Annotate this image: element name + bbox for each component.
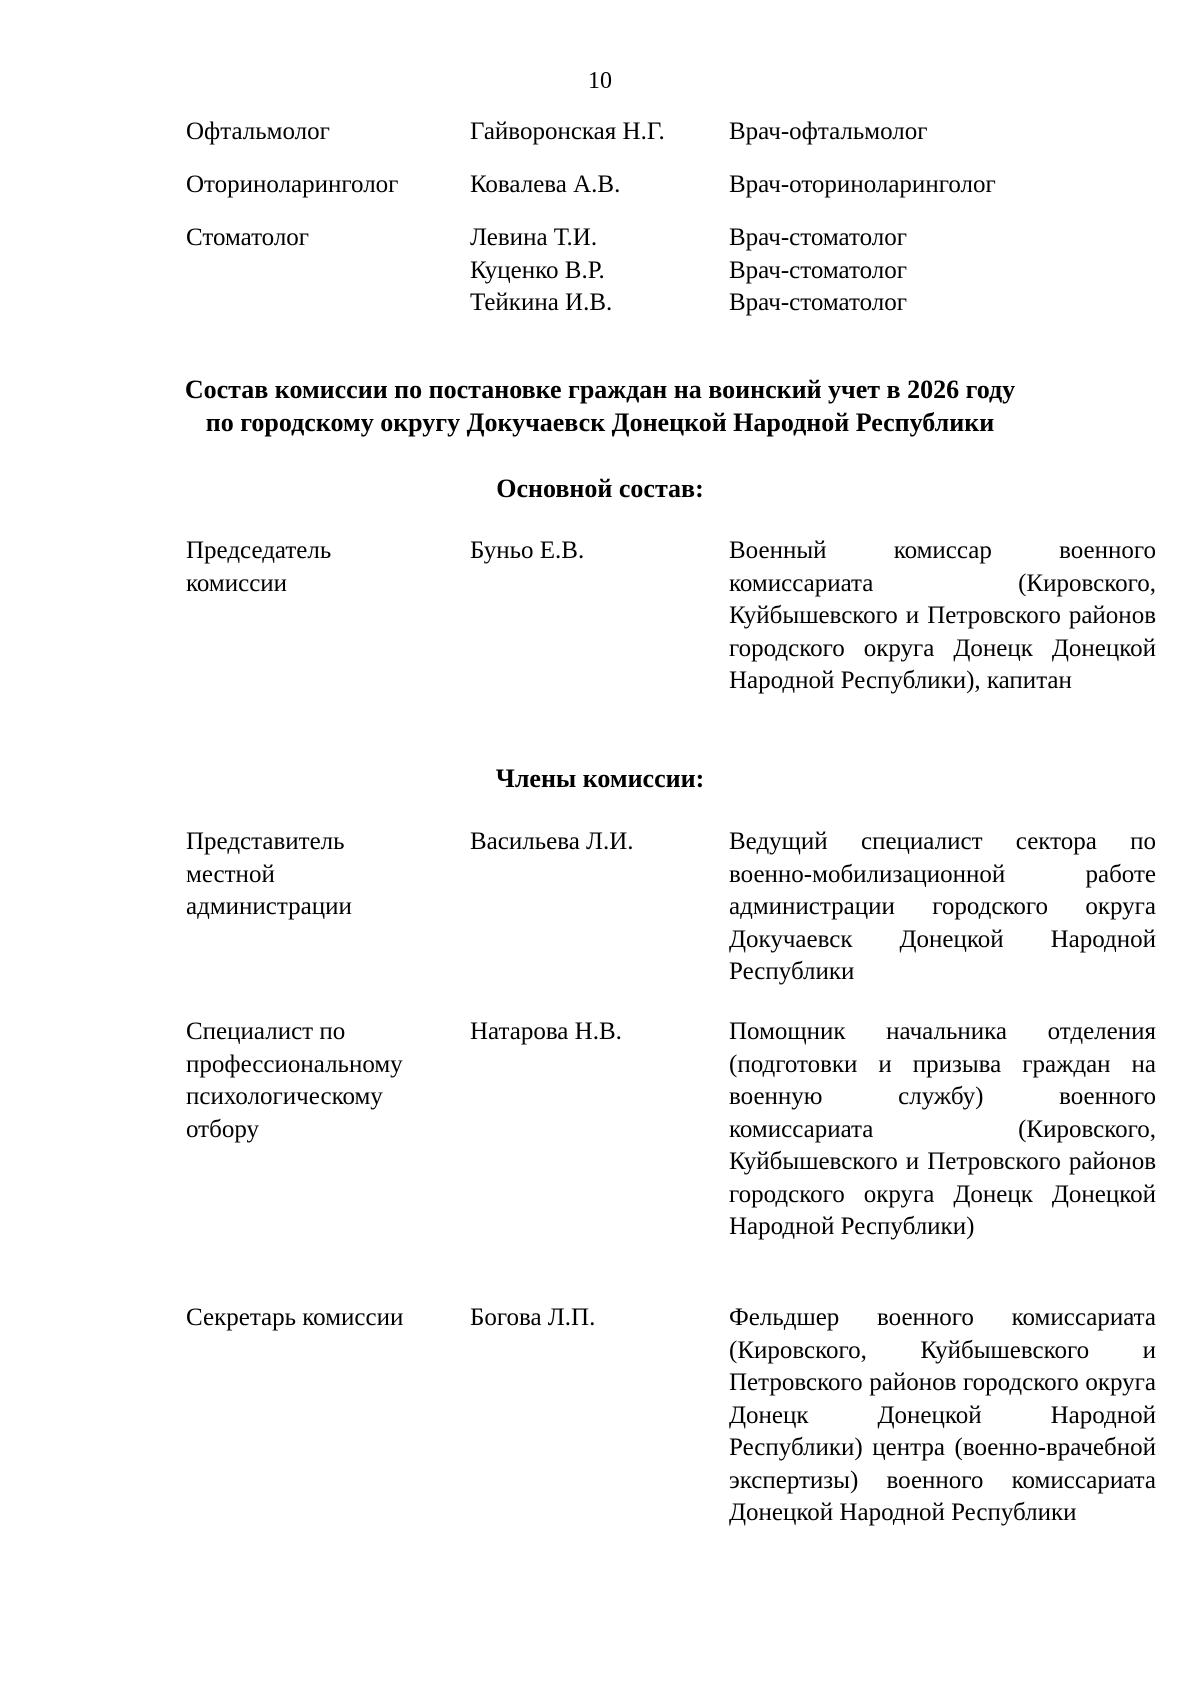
position-text: Помощник начальника отделения (подготовки и призыва граждан на военную службу) военного комиссариата (Кировского, Куйбышевского и Петровского районов городского округа Донецк Донецкой Народной Республики) (729, 1018, 1156, 1240)
commission-title-line-2: по городскому округу Докучаевск Донецкой Народной Республики (205, 408, 995, 437)
role-label (186, 535, 456, 600)
role-line: комиссии (186, 569, 288, 597)
person-name: Левина Т.И. (470, 224, 598, 251)
positions (729, 222, 1156, 320)
person-name: Тейкина И.В. (470, 289, 613, 316)
role-line: Секретарь комиссии (186, 1304, 404, 1331)
role-label: Офтальмолог (186, 118, 330, 145)
role-label: Стоматолог (186, 224, 310, 251)
page-number: 10 (588, 68, 612, 94)
role-line: психологическому (186, 1083, 383, 1110)
role-line: администрации (186, 893, 352, 920)
position-text: Врач-стоматолог (729, 256, 907, 284)
main-composition-heading: Основной состав: (496, 474, 704, 503)
position-text: Врач-стоматолог (729, 289, 907, 316)
person-name: Натарова Н.В. (470, 1018, 622, 1045)
position-text: Фельдшер военного комиссариата (Кировского, Куйбышевского и Петровского районов городского округа Донецк Донецкой Народной Республики) центра (военно-врачебной экспертизы) военного комиссариата Донецкой Народной Республики (729, 1304, 1156, 1526)
commission-title-line-1: Состав комиссии по постановке граждан на воинский учет в 2026 году (184, 375, 1016, 404)
role-label (186, 1302, 456, 1335)
role-label (186, 826, 456, 924)
position-text: Врач-стоматолог (729, 224, 907, 251)
position-text: Военный комиссар военного комиссариата (Кировского, Куйбышевского и Петровского районов городского округа Донецк Донецкой Народной Республики), капитан (729, 537, 1156, 694)
role-line: Председатель (186, 537, 332, 564)
role-line: Представитель (186, 828, 345, 855)
person-name: Богова Л.П. (470, 1304, 596, 1331)
role-line: местной (186, 860, 275, 888)
role-line: Специалист по (186, 1018, 346, 1045)
role-line: профессиональному (186, 1050, 403, 1078)
position-text: Врач-офтальмолог (729, 118, 928, 145)
role-label: Оториноларинголог (186, 171, 399, 198)
person-name: Буньо Е.В. (470, 537, 585, 564)
role-label (186, 1016, 456, 1146)
members-heading: Члены комиссии: (495, 764, 705, 793)
position-text: Ведущий специалист сектора по военно-мобилизационной работе администрации городского округа Докучаевск Донецкой Народной Республики (729, 828, 1156, 985)
person-names (470, 222, 710, 320)
person-name: Гайворонская Н.Г. (470, 118, 665, 145)
person-name: Ковалева А.В. (470, 171, 621, 198)
person-name: Васильева Л.И. (470, 828, 634, 855)
person-name: Куценко В.Р. (470, 256, 605, 284)
role-line: отбору (186, 1115, 259, 1143)
position-text: Врач-оториноларинголог (729, 171, 996, 198)
